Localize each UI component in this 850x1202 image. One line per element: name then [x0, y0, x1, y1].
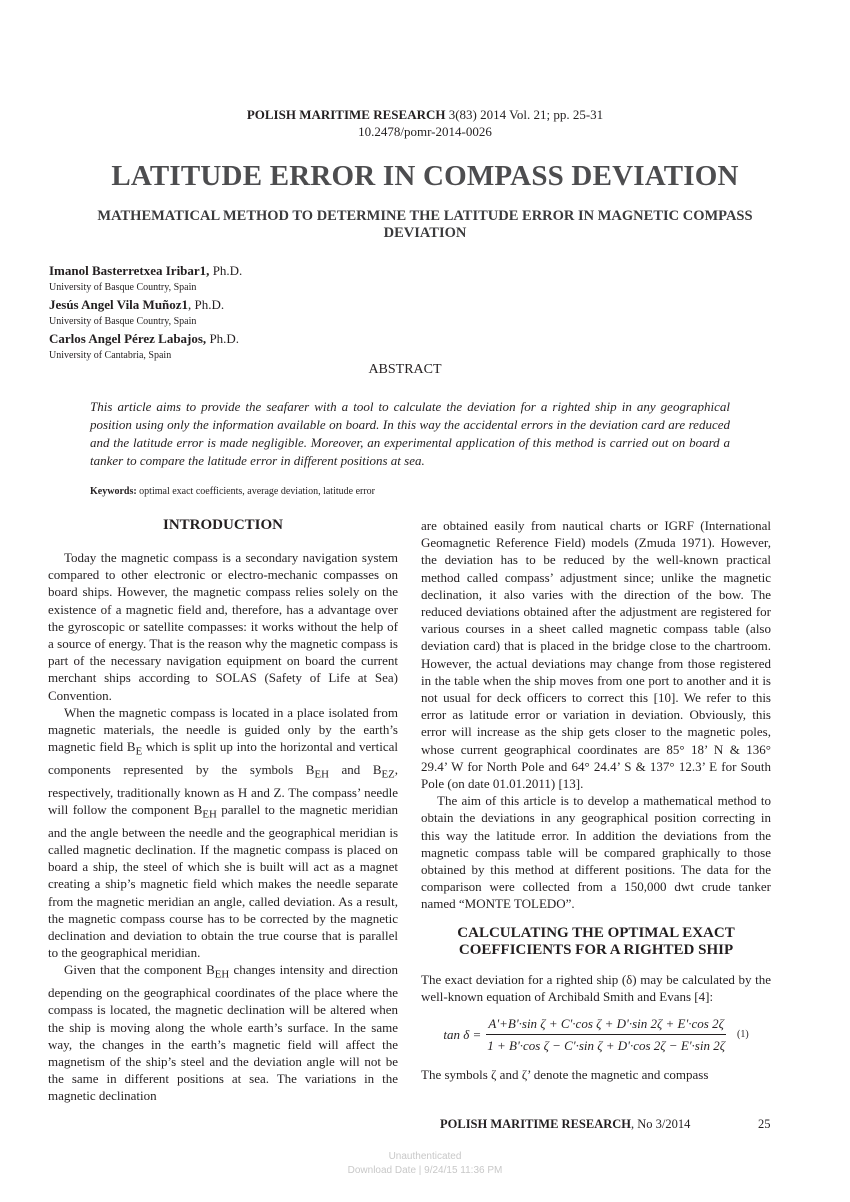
author-1-degree: Ph.D. [209, 263, 243, 278]
intro-paragraph-4: are obtained easily from nautical charts or IGRF (International Geomagnetic Reference Field) models (Zmuda 1971). However, the deviation has to be reduced by the well-known practical method called compass’ adjustment since; unlike the magnetic declination, it also varies with the direction of the bow. The reduced deviations obtained after the adjustment are registered for various courses in a sheet called magnetic compass table (also deviation card) that is placed in the bridge close to the chartroom. However, the actual deviations may change from those registered in the table when the ship moves from one port to another and it is not usual for deck officers to correct this [10]. We refer to this error as latitude error or variation in deviation. Obviously, this error will increase as the ship gets closer to the magnetic poles, whose current geographical coordinates are 85° 18’ N & 136° 29.4’ W for North Pole and 64° 24.4’ S & 137° 12.3’ E for South Pole (on date 01.01.2011) [13]. [421, 518, 771, 792]
equation-1 [421, 1015, 771, 1054]
author-2-degree: , Ph.D. [188, 297, 225, 312]
intro-paragraph-1: Today the magnetic compass is a secondary navigation system compared to other electronic or electro-mechanic compasses on board ships. However, the magnetic compass relies solely on the existence of a magnetic field and, therefore, has a advantage over the gyroscopic or satellite compasses: it works without the help of a source of energy. That is the reason why the magnetic compass is part of the necessary navigation equipment on board the current merchant ships according to SOLAS (Safety of Life at Sea) Convention. [48, 550, 398, 703]
author-1 [49, 262, 449, 279]
author-3-affiliation: University of Cantabria, Spain [49, 350, 172, 361]
author-3 [49, 330, 449, 347]
abstract-text: This article aims to provide the seafarer with a tool to calculate the deviation for a righted ship in any geographical position using only the information available on board. In this way the accidental errors in the deviation card are reduced and the latitude error is made negligible. Moreover, an experimental application of this method is carried out on board a tanker to compare the latitude error in different positions at sea. [90, 399, 730, 468]
equation-numerator: A'+B'·sin ζ + C'·cos ζ + D'·sin 2ζ + E'·cos 2ζ [486, 1015, 725, 1035]
intro-paragraph-5: The aim of this article is to develop a mathematical method to obtain the deviations in any geographical position correcting in this way the latitude error. In addition the deviations from the magnetic compass table will be compared graphically to those obtained by this method at different positions. The data for the comparison were collected from a 150,000 dwt crude tanker named “MONTE TOLEDO”. [421, 793, 771, 912]
section-2-heading: CALCULATING THE OPTIMAL EXACT COEFFICIENTS FOR A RIGHTED SHIP [457, 924, 735, 958]
keywords-label: Keywords: [90, 486, 137, 497]
author-3-degree: Ph.D. [206, 331, 240, 346]
watermark-line-1: Unauthenticated [388, 1151, 462, 1162]
author-1-name: Imanol Basterretxea Iribar1, [49, 263, 210, 278]
keywords-list: optimal exact coefficients, average deviation, latitude error [136, 486, 375, 497]
equation-fraction [485, 1015, 727, 1054]
abstract-heading: ABSTRACT [368, 362, 442, 377]
author-1-affiliation: University of Basque Country, Spain [49, 282, 197, 293]
author-list [49, 262, 449, 364]
article-title: LATITUDE ERROR IN COMPASS DEVIATION [111, 160, 739, 192]
page-number: 25 [758, 1117, 771, 1131]
journal-header [0, 106, 850, 140]
equation-denominator: 1 + B'·cos ζ − C'·sin ζ + D'·cos 2ζ − E'·sin 2ζ [487, 1038, 725, 1054]
introduction-heading: INTRODUCTION [162, 517, 283, 533]
journal-citation [0, 106, 850, 123]
journal-name: POLISH MARITIME RESEARCH [246, 107, 446, 122]
page-footer [440, 1117, 690, 1132]
keywords [90, 486, 730, 497]
section-2-paragraph-2: The symbols ζ and ζ’ denote the magnetic and compass [421, 1067, 709, 1083]
article-subtitle: MATHEMATICAL METHOD TO DETERMINE THE LATITUDE ERROR IN MAGNETIC COMPASS DEVIATION [97, 208, 753, 241]
author-2-name: Jesús Angel Vila Muñoz1 [49, 297, 189, 312]
author-2-affiliation: University of Basque Country, Spain [49, 316, 197, 327]
author-2 [49, 296, 449, 313]
intro-paragraph-3: Given that the component $B_{EH}$ changes intensity and direction depending on the geographical coordinates of the place where the compass is located, the magnetic declination will be altered when the ship is moving along the whole earth’s surface. In the same way, the changes in the earth’s magnetic field will affect the magnetism of the ship’s steel and the deviation angle will not be the same in different positions at sea. The variations in the magnetic declination [48, 962, 398, 1104]
watermark-line-2: Download Date | 9/24/15 11:36 PM [347, 1165, 503, 1176]
right-column [421, 517, 771, 1084]
intro-paragraph-2: When the magnetic compass is located in a place isolated from magnetic materials, the needle is guided only by the earth’s magnetic field $B_E$ which is split up into the horizontal and vertical components represented by the symbols $B_{EH}$ and $B_{EZ}$, respectively, traditionally known as H and Z. The compass’ needle will follow the component $B_{EH}$ parallel to the magnetic meridian and the angle between the needle and the geographical meridian is called magnetic declination. If the magnetic compass is placed on board a ship, the steel of which she is built will act as a magnet creating a ship’s magnetic field which makes the needle separate from the magnetic meridian an angle, called deviation. As a result, the magnetic compass course has to be corrected by the magnetic declination and deviation to obtain the true course that is parallel to the geographical meridian. [48, 704, 399, 961]
equation-lhs: tan δ = [443, 1027, 482, 1043]
doi: 10.2478/pomr-2014-0026 [358, 124, 492, 139]
equation-number: (1) [736, 1029, 749, 1041]
author-3-name: Carlos Angel Pérez Labajos, [49, 331, 207, 346]
journal-issue: 3(83) 2014 Vol. 21; pp. 25-31 [445, 107, 604, 122]
left-column [48, 517, 398, 1105]
section-2-paragraph-1: The exact deviation for a righted ship (δ) may be calculated by the well-known equation of Archibald Smith and Evans [4]: [421, 971, 771, 1004]
download-watermark [0, 1150, 850, 1178]
footer-issue: , No 3/2014 [631, 1117, 691, 1131]
footer-journal: POLISH MARITIME RESEARCH [440, 1117, 631, 1131]
